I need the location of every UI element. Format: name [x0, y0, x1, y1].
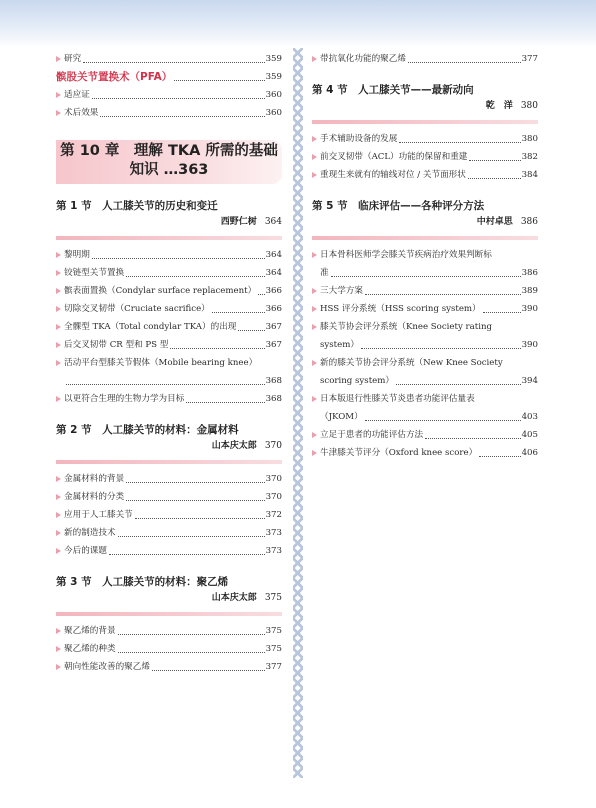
- toc-entry[interactable]: [56, 50, 282, 68]
- dot-leader: [126, 500, 264, 501]
- entry-title: 日本骨科医师学会膝关节疾病治疗效果判断标: [320, 250, 492, 260]
- bullet-triangle-icon: [312, 324, 317, 330]
- entry-title: HSS 评分系统（HSS scoring system）: [320, 304, 481, 314]
- entry-page: 403: [521, 412, 538, 422]
- toc-entry[interactable]: [312, 390, 538, 426]
- pfa-page: 359: [265, 72, 282, 82]
- entry-page: 364: [265, 268, 282, 278]
- entry-page: 386: [521, 268, 538, 278]
- entry-title: 重现生来就有的轴线对位 / 关节面形状: [320, 170, 466, 180]
- entry-continuation: [320, 372, 538, 390]
- chapter-title-line2: 知识 …363: [129, 162, 209, 178]
- dot-leader: [365, 420, 521, 421]
- bullet-triangle-icon: [56, 270, 61, 276]
- author-page: 364: [264, 217, 282, 227]
- toc-entry[interactable]: [56, 470, 282, 488]
- dot-leader: [100, 116, 264, 117]
- bullet-triangle-icon: [312, 172, 317, 178]
- section-author: [56, 214, 282, 230]
- entry-title: 切除交叉韧带（Cruciate sacrifice）: [64, 304, 210, 314]
- section-title[interactable]: 第 1 节 人工膝关节的历史和变迁: [56, 200, 218, 212]
- entry-page: 406: [521, 448, 538, 458]
- section-rule: [56, 612, 282, 616]
- entry-page: 372: [265, 510, 282, 520]
- dot-leader: [174, 80, 264, 81]
- pfa-heading[interactable]: [56, 68, 282, 86]
- section-author: [312, 98, 538, 114]
- entry-page: 380: [521, 134, 538, 144]
- entry-title-cont: scoring system）: [320, 376, 394, 386]
- entry-page: 370: [265, 474, 282, 484]
- bullet-triangle-icon: [312, 252, 317, 258]
- entry-page: 390: [521, 340, 538, 350]
- bullet-triangle-icon: [56, 512, 61, 518]
- column-divider: [293, 48, 303, 778]
- toc-entry[interactable]: [56, 354, 282, 390]
- dot-leader: [361, 348, 521, 349]
- entry-page: 373: [265, 528, 282, 538]
- entry-title-cont: system）: [320, 340, 359, 350]
- bullet-triangle-icon: [56, 324, 61, 330]
- bullet-triangle-icon: [56, 646, 61, 652]
- entry-page: 368: [265, 394, 282, 404]
- entry-page: 360: [265, 108, 282, 118]
- dot-leader: [399, 142, 520, 143]
- bullet-triangle-icon: [56, 110, 61, 116]
- toc-entry[interactable]: [56, 104, 282, 122]
- entry-title: 新的膝关节协会评分系统（New Knee Society: [320, 358, 503, 368]
- entry-title: 聚乙烯的背景: [64, 626, 116, 636]
- entry-title: 黎明期: [64, 250, 90, 260]
- bullet-triangle-icon: [56, 56, 61, 62]
- bullet-triangle-icon: [56, 628, 61, 634]
- toc-entry[interactable]: [56, 246, 282, 264]
- entry-title: 髌表面置换（Condylar surface replacement）: [64, 286, 257, 296]
- dot-leader: [92, 98, 265, 99]
- dot-leader: [109, 554, 265, 555]
- entry-page: 366: [265, 304, 282, 314]
- entry-page: 360: [265, 90, 282, 100]
- chapter-banner[interactable]: [56, 140, 282, 184]
- dot-leader: [425, 438, 520, 439]
- header-band: [0, 0, 596, 48]
- bullet-triangle-icon: [56, 494, 61, 500]
- entry-continuation: [320, 408, 538, 426]
- bullet-triangle-icon: [56, 252, 61, 258]
- entry-title: 今后的课题: [64, 546, 107, 556]
- pfa-title: 髌股关节置换术（PFA）: [56, 71, 173, 83]
- toc-entry[interactable]: [56, 488, 282, 506]
- dot-leader: [118, 536, 265, 537]
- entry-title: 手术辅助设备的发展: [320, 134, 398, 144]
- entry-continuation: [64, 372, 282, 390]
- section-author: [56, 438, 282, 454]
- entry-title: 带抗氧化功能的聚乙烯: [320, 54, 406, 64]
- entry-page: 368: [265, 376, 282, 386]
- bullet-triangle-icon: [56, 306, 61, 312]
- entry-title: 适应证: [64, 90, 90, 100]
- dot-leader: [186, 402, 264, 403]
- entry-title-cont: 准: [320, 268, 329, 278]
- toc-entry[interactable]: [56, 524, 282, 542]
- bullet-triangle-icon: [56, 476, 61, 482]
- toc-entry[interactable]: [312, 166, 538, 184]
- entry-page: 375: [265, 626, 282, 636]
- bullet-triangle-icon: [56, 342, 61, 348]
- entry-title: 朝向性能改善的聚乙烯: [64, 662, 150, 672]
- author-page: 386: [520, 217, 538, 227]
- entry-page: 377: [521, 54, 538, 64]
- bullet-triangle-icon: [56, 360, 61, 366]
- section-rule: [56, 236, 282, 240]
- toc-entry[interactable]: [312, 318, 538, 354]
- author-name: 山本庆太郎: [211, 593, 257, 603]
- section-author: [312, 214, 538, 230]
- entry-page: 382: [521, 152, 538, 162]
- entry-page: 359: [265, 54, 282, 64]
- dot-leader: [212, 312, 265, 313]
- bullet-triangle-icon: [312, 56, 317, 62]
- toc-entry[interactable]: [56, 264, 282, 282]
- toc-entry[interactable]: [56, 640, 282, 658]
- entry-page: 364: [265, 250, 282, 260]
- section-title[interactable]: 第 3 节 人工膝关节的材料：聚乙烯: [56, 576, 229, 588]
- section-title[interactable]: 第 5 节 临床评估——各种评分方法: [312, 200, 485, 212]
- dot-leader: [408, 62, 521, 63]
- dot-leader: [479, 456, 520, 457]
- entry-page: 373: [265, 546, 282, 556]
- toc-entry[interactable]: [56, 318, 282, 336]
- section-title[interactable]: 第 4 节 人工膝关节——最新动向: [312, 84, 474, 96]
- entry-title: 研究: [64, 54, 82, 64]
- entry-page: 384: [521, 170, 538, 180]
- section-rule: [312, 236, 538, 240]
- entry-page: 370: [265, 492, 282, 502]
- entry-page: 367: [265, 340, 282, 350]
- toc-entry[interactable]: [56, 300, 282, 318]
- dot-leader: [331, 276, 521, 277]
- entry-title: 应用于人工膝关节: [64, 510, 133, 520]
- dot-leader: [483, 312, 521, 313]
- toc-entry[interactable]: [312, 282, 538, 300]
- bullet-triangle-icon: [56, 548, 61, 554]
- bullet-triangle-icon: [56, 92, 61, 98]
- author-name: 中村卓思: [476, 217, 513, 227]
- section-rule: [56, 460, 282, 464]
- author-page: 380: [520, 101, 538, 111]
- toc-entry[interactable]: [312, 300, 538, 318]
- entry-title: 新的制造技术: [64, 528, 116, 538]
- entry-title: 三大学方案: [320, 286, 363, 296]
- toc-entry[interactable]: [56, 282, 282, 300]
- dot-leader: [118, 634, 265, 635]
- author-page: 375: [264, 593, 282, 603]
- bullet-triangle-icon: [312, 136, 317, 142]
- toc-entry[interactable]: [56, 390, 282, 408]
- entry-title: 后交叉韧带 CR 型和 PS 型: [64, 340, 169, 350]
- dot-leader: [468, 178, 521, 179]
- dot-leader: [126, 276, 264, 277]
- left-column: [56, 50, 282, 676]
- bullet-triangle-icon: [312, 432, 317, 438]
- bullet-triangle-icon: [312, 288, 317, 294]
- entry-title: 活动平台型膝关节假体（Mobile bearing knee）: [64, 358, 258, 368]
- section-rule: [312, 120, 538, 124]
- section-author: [56, 590, 282, 606]
- entry-page: 389: [521, 286, 538, 296]
- entry-title: 以更符合生理的生物力学为目标: [64, 394, 185, 404]
- dot-leader: [238, 330, 264, 331]
- entry-title: 金属材料的分类: [64, 492, 125, 502]
- bullet-triangle-icon: [312, 450, 317, 456]
- toc-entry[interactable]: [56, 542, 282, 560]
- dot-leader: [396, 384, 521, 385]
- dot-leader: [92, 258, 265, 259]
- dot-leader: [258, 294, 264, 295]
- bullet-triangle-icon: [312, 154, 317, 160]
- entry-title-cont: （JKOM）: [320, 412, 363, 422]
- toc-entry[interactable]: [56, 336, 282, 354]
- chapter-title-line1: 第 10 章 理解 TKA 所需的基础: [60, 143, 278, 159]
- toc-entry[interactable]: [312, 354, 538, 390]
- dot-leader: [118, 652, 265, 653]
- entry-title: 立足于患者的功能评估方法: [320, 430, 424, 440]
- toc-entry[interactable]: [56, 622, 282, 640]
- bullet-triangle-icon: [312, 396, 317, 402]
- toc-entry[interactable]: [312, 148, 538, 166]
- toc-entry[interactable]: [56, 658, 282, 676]
- dot-leader: [135, 518, 265, 519]
- bullet-triangle-icon: [56, 530, 61, 536]
- toc-entry[interactable]: [312, 130, 538, 148]
- dot-leader: [152, 670, 265, 671]
- toc-entry[interactable]: [312, 444, 538, 462]
- bullet-triangle-icon: [56, 664, 61, 670]
- toc-entry[interactable]: [312, 426, 538, 444]
- bullet-triangle-icon: [56, 396, 61, 402]
- dot-leader: [66, 384, 265, 385]
- dot-leader: [365, 294, 521, 295]
- entry-title: 金属材料的背景: [64, 474, 125, 484]
- author-page: 370: [264, 441, 282, 451]
- dot-leader: [83, 62, 264, 63]
- dot-leader: [170, 348, 264, 349]
- entry-page: 377: [265, 662, 282, 672]
- bullet-triangle-icon: [56, 288, 61, 294]
- dot-leader: [126, 482, 264, 483]
- entry-title: 铰链型关节置换: [64, 268, 125, 278]
- author-name: 西野仁树: [220, 217, 257, 227]
- dot-leader: [469, 160, 520, 161]
- toc-entry[interactable]: [312, 50, 538, 68]
- toc-entry[interactable]: [312, 246, 538, 282]
- entry-page: 394: [521, 376, 538, 386]
- entry-title: 全髁型 TKA（Total condylar TKA）的出现: [64, 322, 237, 332]
- entry-title: 前交叉韧带（ACL）功能的保留和重建: [320, 152, 468, 162]
- entry-continuation: [320, 264, 538, 282]
- entry-title: 术后效果: [64, 108, 99, 118]
- entry-title: 膝关节协会评分系统（Knee Society rating: [320, 322, 493, 332]
- entry-page: 367: [265, 322, 282, 332]
- entry-page: 375: [265, 644, 282, 654]
- toc-entry[interactable]: [56, 506, 282, 524]
- bullet-triangle-icon: [312, 306, 317, 312]
- entry-page: 405: [521, 430, 538, 440]
- entry-title: 聚乙烯的种类: [64, 644, 116, 654]
- bullet-triangle-icon: [312, 360, 317, 366]
- entry-page: 366: [265, 286, 282, 296]
- author-name: 山本庆太郎: [211, 441, 257, 451]
- entry-page: 390: [521, 304, 538, 314]
- author-name: 乾 洋: [485, 101, 513, 111]
- entry-title: 日本版退行性膝关节炎患者功能评估量表: [320, 394, 475, 404]
- toc-entry[interactable]: [56, 86, 282, 104]
- entry-continuation: [320, 336, 538, 354]
- entry-title: 牛津膝关节评分（Oxford knee score）: [320, 448, 478, 458]
- section-title[interactable]: 第 2 节 人工膝关节的材料：金属材料: [56, 424, 239, 436]
- right-column: [312, 50, 538, 462]
